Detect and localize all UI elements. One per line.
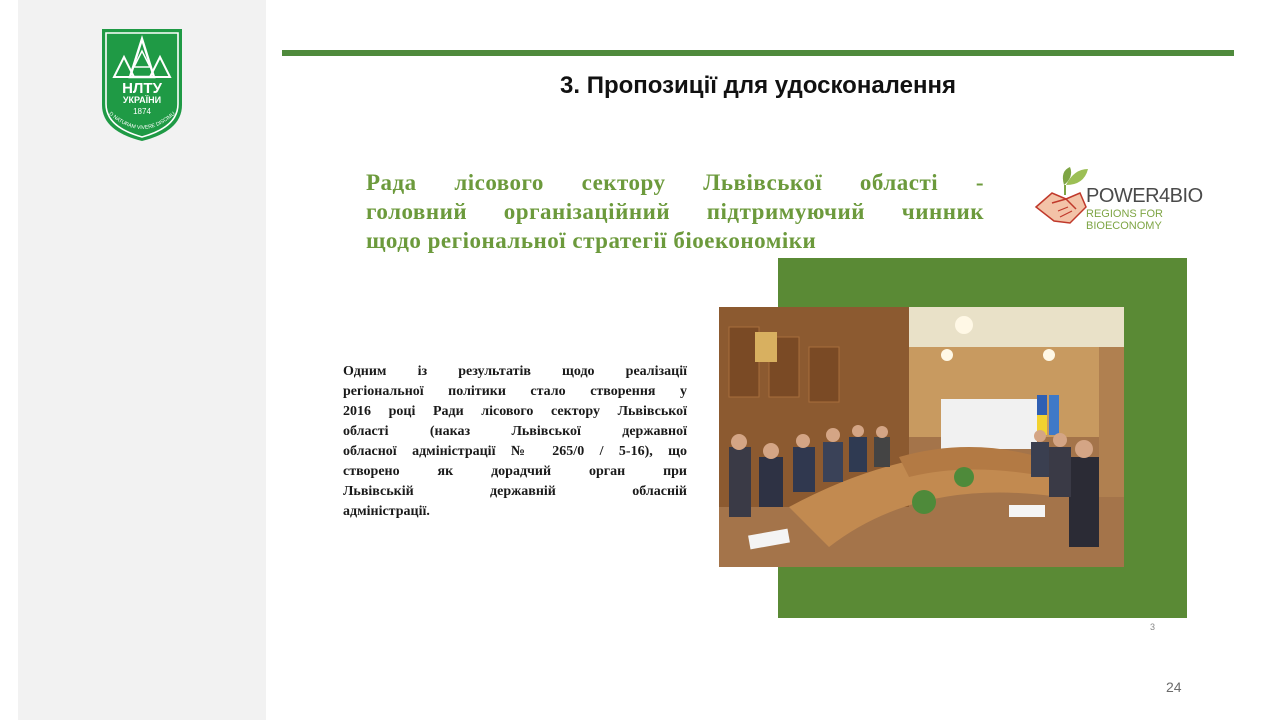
body-line: 2016 році Ради лісового сектору Львівської [343, 404, 687, 419]
body-line: області (наказ Львівської державної [343, 424, 687, 439]
body-line: створено як дорадчий орган при [343, 464, 687, 479]
inner-slide-page-number: 3 [1150, 622, 1156, 632]
svg-text:AD NATURAM VIVERE DISCIMUS: D NATURAM VIVERE DISCIMU [107, 110, 177, 132]
slide-page-number: 24 [1166, 679, 1182, 695]
body-line: Львівській державній обласній [343, 484, 687, 499]
slide-title: 3. Пропозиції для удосконалення [560, 72, 956, 99]
heading-line: щодо регіональної стратегії біоекономіки [366, 228, 817, 253]
svg-text:УКРАЇНИ: УКРАЇНИ [122, 95, 162, 105]
council-meeting-photo [719, 307, 1124, 567]
university-logo [100, 27, 184, 143]
svg-text:НЛТУ: НЛТУ [122, 80, 162, 97]
svg-text:1874: 1874 [133, 107, 151, 116]
body-line: регіональної політики стало створення у [343, 384, 687, 399]
body-line: Одним із результатів щодо реалізації [343, 364, 687, 379]
body-line: адміністрації. [343, 504, 430, 519]
inner-slide-heading [366, 168, 984, 255]
heading-line: Рада лісового сектору Львівської області - [366, 170, 984, 195]
body-line: обласної адміністрації № 265/0 / 5-16), що [343, 444, 687, 459]
heading-line: головний організаційний підтримуючий чинник [366, 199, 984, 224]
title-divider-line [282, 50, 1234, 56]
power4bio-tagline: REGIONS FOR BIOECONOMY [1086, 208, 1164, 232]
inner-slide-body-text [343, 362, 687, 522]
power4bio-brand-name: POWER4BIO [1086, 185, 1203, 207]
